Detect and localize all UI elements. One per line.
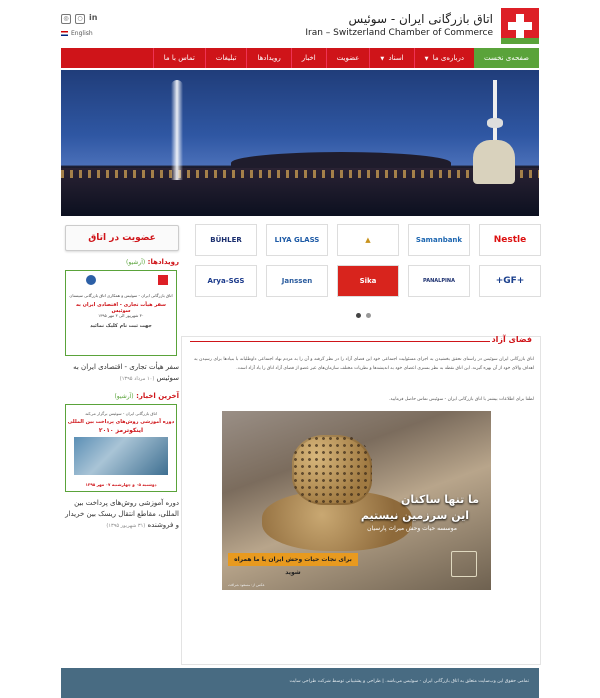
- slider-dot[interactable]: [356, 313, 361, 318]
- main-content: [187, 224, 539, 587]
- persepolis-statue: [473, 140, 515, 184]
- free-space-section: [181, 336, 541, 665]
- hero-banner: [61, 70, 539, 216]
- footer: [61, 668, 539, 698]
- sponsor-logo[interactable]: Sika: [337, 265, 399, 297]
- chamber-logo[interactable]: [501, 8, 539, 44]
- sponsor-logos: [187, 224, 539, 297]
- chamber-mini-logo: [158, 275, 168, 285]
- main-nav: [61, 48, 539, 68]
- latest-news-link[interactable]: دوره آموزشی روش‌های پرداخت بین المللی، مقاطع انتقال ریسک بین خریدار و فروشنده (۳۱ شهریور ۱۳۹۵): [65, 499, 179, 529]
- nav-ads[interactable]: تبلیغات: [205, 48, 247, 68]
- news-archive-link[interactable]: (آرشیو): [114, 393, 134, 400]
- free-space-title: فضای آزاد: [491, 335, 532, 344]
- swiss-cross-icon: [508, 14, 532, 38]
- sponsor-logo[interactable]: Janssen: [266, 265, 328, 297]
- free-space-paragraph: اتاق بازرگانی ایران سوئیس در راستای تحقق بخشیدن به اجرای مسئولیت اجتماعی خود این فضای آزاد را در نظر گرفته و آن را به مردم نهاد اجتماعی داوطلبانه با بنیادها برای رسیدن به اهداف والای خود از آن بهره گیرند. این اتاق نقطه به نظر بستری اعضای خود به اندیشه‌ها و نظریات مختلف سازمان‌های غیر عضو از فضای آزاد اتاق را یاد آزاد است.: [194, 357, 534, 371]
- slider-dots: [187, 313, 539, 318]
- free-space-contact: لطفا برای اطلاعات بیشتر با اتاق بازرگانی ایران - سوئیس تماس حاصل فرمایید.: [388, 397, 534, 402]
- latest-news-heading: آخرین اخبار: (آرشیو): [114, 392, 179, 400]
- caret-down-icon: ▼: [424, 56, 429, 62]
- news-card-image: [74, 437, 168, 475]
- news-card[interactable]: اتاق بازرگانی ایران - سوئیس برگزار می‌کند دوره آموزشی روش‌های پرداخت بین المللی اینکوترمز ۲۰۱۰ دوشنبه ۰۵ و چهارشنبه ۰۷ مهر ۱۳۹۵: [65, 404, 177, 492]
- language-label: English: [71, 30, 93, 37]
- partner-logo: [86, 275, 96, 285]
- sponsor-logo[interactable]: LIYA GLASS: [266, 224, 328, 256]
- nav-documents[interactable]: اسناد ▼: [369, 48, 413, 68]
- brand-title-en: Iran – Switzerland Chamber of Commerce: [305, 28, 493, 38]
- footer-text: تمامی حقوق این وب‌سایت متعلق به اتاق بازرگانی ایران - سوئیس می‌باشد. | طراحی و پشتیبانی توسط شرکت طراحی سایت: [289, 679, 529, 684]
- social-links: [61, 14, 97, 24]
- nav-news[interactable]: اخبار: [291, 48, 326, 68]
- sponsor-logo[interactable]: +GF+: [479, 265, 541, 297]
- sidebar: [65, 225, 179, 532]
- sponsor-logo[interactable]: BÜHLER: [195, 224, 257, 256]
- event-card[interactable]: اتاق بازرگانی ایران - سوئیس و همکاری اتاق بازرگانی سیستان سفر هیأت تجاری - اقتصادی ایران به سوئیس ۳۰ شهریور الی ۳ مهر ۱۳۹۵ جهت ثبت نام کلیک نمائید: [65, 270, 177, 356]
- wildlife-poster[interactable]: ما تنها ساکنان این سرزمین نیستیم موسسه حیات وحش میراث پارسیان برای نجات حیات وحش ایران با ما همراه شوید عکس از: مسعود شرافت: [222, 411, 491, 590]
- event-news-link[interactable]: سفر هیأت تجاری - اقتصادی ایران به سوئیس (۱۰ مرداد ۱۳۹۵): [73, 363, 179, 382]
- instagram-icon[interactable]: ◎: [61, 14, 71, 24]
- caret-down-icon: ▼: [380, 56, 385, 62]
- nav-events[interactable]: رویدادها: [246, 48, 290, 68]
- circle-icon[interactable]: ○: [75, 14, 85, 24]
- nav-contact[interactable]: تماس با ما: [153, 48, 205, 68]
- sponsor-logo[interactable]: Nestle: [479, 224, 541, 256]
- wildlife-foundation-logo: [451, 551, 477, 577]
- language-switch[interactable]: [61, 30, 93, 37]
- sponsor-logo[interactable]: Samanbank: [408, 224, 470, 256]
- nav-membership[interactable]: عضویت: [326, 48, 370, 68]
- events-archive-link[interactable]: (آرشیو): [126, 259, 146, 266]
- sponsor-logo[interactable]: Arya-SGS: [195, 265, 257, 297]
- geneva-fountain: [171, 80, 183, 180]
- brand-title-fa: اتاق بازرگانی ایران - سوئیس: [348, 12, 493, 26]
- poster-cta[interactable]: برای نجات حیات وحش ایران با ما همراه شوید: [228, 553, 358, 566]
- nav-home[interactable]: صفحه‌ی نخست: [474, 48, 539, 68]
- uk-flag-icon: [61, 31, 68, 36]
- sponsor-logo[interactable]: PANALPINA: [408, 265, 470, 297]
- events-heading: رویدادها: (آرشیو): [126, 258, 179, 266]
- slider-dot[interactable]: [366, 313, 371, 318]
- page: [61, 0, 539, 698]
- sponsor-logo[interactable]: ▲: [337, 224, 399, 256]
- nav-about[interactable]: درباره‌ی ما ▼: [414, 48, 474, 68]
- membership-button[interactable]: عضویت در اتاق: [65, 225, 179, 251]
- linkedin-icon[interactable]: in: [89, 13, 98, 22]
